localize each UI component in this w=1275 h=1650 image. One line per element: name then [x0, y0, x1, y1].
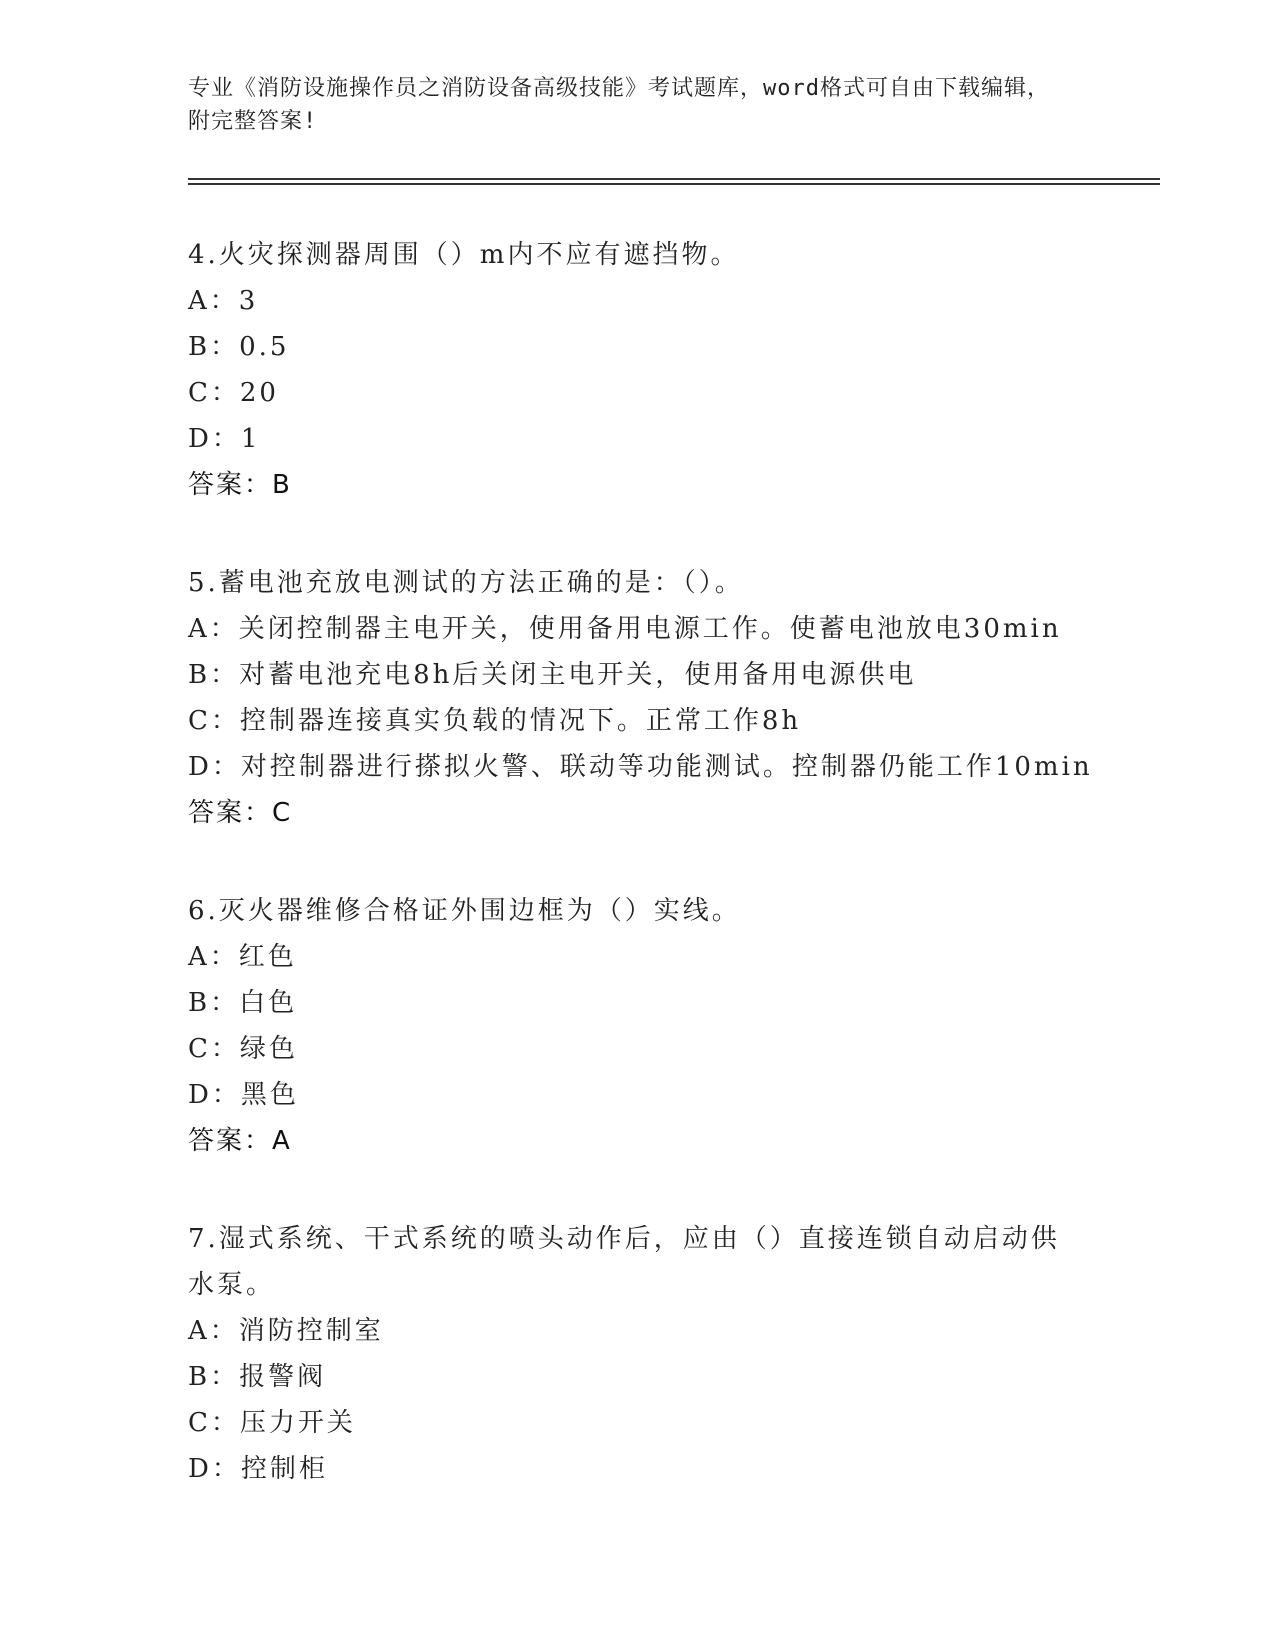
option-d: D：黑色: [188, 1080, 299, 1110]
answer-line: 答案：C: [188, 798, 293, 828]
option-a: A：3: [188, 286, 259, 316]
option-a: A：红色: [188, 942, 297, 972]
question-stem: 4.火灾探测器周围（）m内不应有遮挡物。: [188, 240, 740, 270]
answer-line: 答案：B: [188, 470, 292, 500]
option-d: D：控制柜: [188, 1454, 328, 1484]
document-header: 专业《消防设施操作员之消防设备高级技能》考试题库，word格式可自由下载编辑，附完整答案!: [188, 76, 1050, 134]
question-5: [188, 560, 1093, 836]
option-d: D：1: [188, 424, 261, 454]
question-7: [188, 1216, 1088, 1492]
header-divider: [188, 178, 1160, 185]
option-b: B：0.5: [188, 332, 290, 362]
question-stem: 7.湿式系统、干式系统的喷头动作后，应由（）直接连锁自动启动供水泵。: [188, 1224, 1060, 1300]
question-4: [188, 232, 1088, 508]
option-c: C：压力开关: [188, 1408, 356, 1438]
question-list: [188, 232, 1093, 1544]
option-d: D：对控制器进行搽拟火警、联动等功能测试。控制器仍能工作10min: [188, 752, 1093, 782]
option-a: A：关闭控制器主电开关，使用备用电源工作。使蓄电池放电30min: [188, 614, 1062, 644]
answer-line: 答案：A: [188, 1126, 292, 1156]
question-stem: 5.蓄电池充放电测试的方法正确的是：（）。: [188, 568, 744, 598]
option-a: A：消防控制室: [188, 1316, 384, 1346]
option-b: B：白色: [188, 988, 298, 1018]
question-stem: 6.灭火器维修合格证外围边框为（）实线。: [188, 896, 741, 926]
question-6: [188, 888, 1088, 1164]
option-c: C：20: [188, 378, 279, 408]
option-c: C：绿色: [188, 1034, 298, 1064]
option-c: C：控制器连接真实负载的情况下。正常工作8h: [188, 706, 802, 736]
option-b: B：对蓄电池充电8h后关闭主电开关，使用备用电源供电: [188, 660, 917, 690]
option-b: B：报警阀: [188, 1362, 327, 1392]
